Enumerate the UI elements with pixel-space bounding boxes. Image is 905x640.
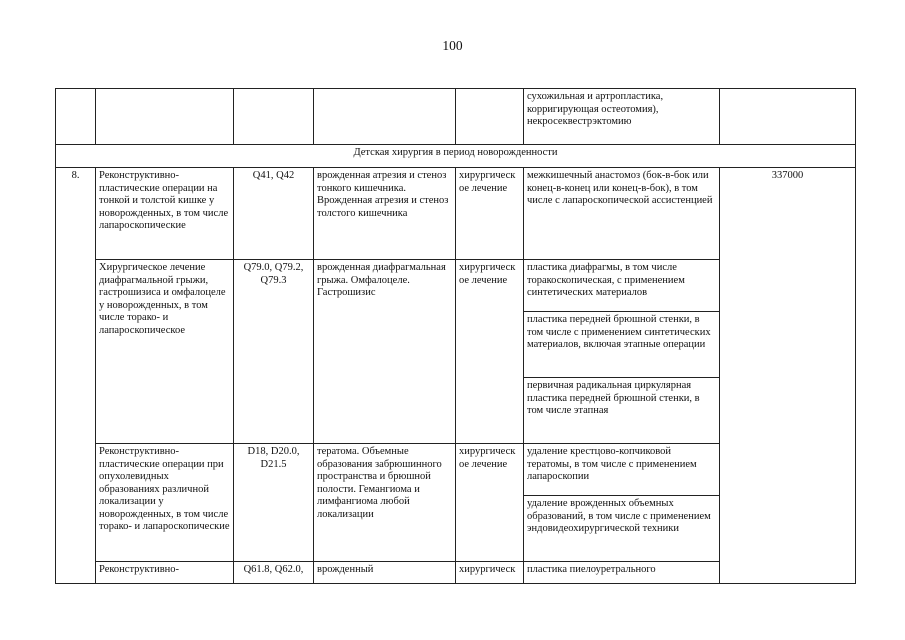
cell-empty (314, 89, 456, 145)
treatment-type: хирургическ ое лечение (456, 444, 524, 562)
intervention-name: Реконструктивно-пластические операции при опухолевидных образованиях различной локализации у новорожденных, в том числе торако- и лапароскопические (96, 444, 234, 562)
patient-model: врожденная атрезия и стеноз тонкого кишечника. Врожденная атрезия и стеноз толстого кишечника (314, 168, 456, 260)
treatment-type: хирургическ (456, 562, 524, 584)
treatment-method: пластика пиелоуретрального (524, 562, 720, 584)
diagnosis-codes: Q41, Q42 (234, 168, 314, 260)
diagnosis-codes: Q61.8, Q62.0, (234, 562, 314, 584)
patient-model: врожденный (314, 562, 456, 584)
intervention-name: Реконструктивно- (96, 562, 234, 584)
treatment-method: межкишечный анастомоз (бок-в-бок или конец-в-конец или конец-в-бок), в том числе с лапароскопической ассистенцией (524, 168, 720, 260)
table-row (56, 168, 856, 260)
row-number: 8. (56, 168, 96, 584)
treatment-method: пластика передней брюшной стенки, в том числе с применением синтетических материалов, включая этапные операции (524, 312, 720, 378)
section-title: Детская хирургия в период новорожденности (56, 145, 856, 168)
treatment-type: хирургическ ое лечение (456, 168, 524, 260)
cell-empty (56, 89, 96, 145)
method-cell: сухожильная и артропластика, корригирующая остеотомия), некросеквестрэктомию (524, 89, 720, 145)
price-value: 337000 (720, 168, 856, 584)
intervention-name: Хирургическое лечение диафрагмальной грыжи, гастрошизиса и омфалоцеле у новорожденных, в том числе торако- и лапароскопическое (96, 260, 234, 444)
cell-empty (720, 89, 856, 145)
treatment-method: удаление крестцово-копчиковой тератомы, в том числе с применением лапароскопии (524, 444, 720, 496)
treatment-method: первичная радикальная циркулярная пластика передней брюшной стенки, в том числе этапная (524, 378, 720, 444)
section-row (56, 145, 856, 168)
treatment-method: удаление врожденных объемных образований, в том числе с применением эндовидеохирургической техники (524, 496, 720, 562)
diagnosis-codes: D18, D20.0, D21.5 (234, 444, 314, 562)
cell-empty (96, 89, 234, 145)
diagnosis-codes: Q79.0, Q79.2, Q79.3 (234, 260, 314, 444)
treatment-method: пластика диафрагмы, в том числе торакоскопическая, с применением синтетических материалов (524, 260, 720, 312)
continuation-row (56, 89, 856, 145)
page-number: 100 (442, 38, 463, 53)
treatment-type: хирургическ ое лечение (456, 260, 524, 444)
intervention-name: Реконструктивно-пластические операции на тонкой и толстой кишке у новорожденных, в том числе лапароскопические (96, 168, 234, 260)
cell-empty (456, 89, 524, 145)
medical-care-table (55, 88, 856, 584)
patient-model: врожденная диафрагмальная грыжа. Омфалоцеле. Гастрошизис (314, 260, 456, 444)
cell-empty (234, 89, 314, 145)
patient-model: тератома. Объемные образования забрюшинного пространства и брюшной полости. Гемангиома и лимфангиома любой локализации (314, 444, 456, 562)
